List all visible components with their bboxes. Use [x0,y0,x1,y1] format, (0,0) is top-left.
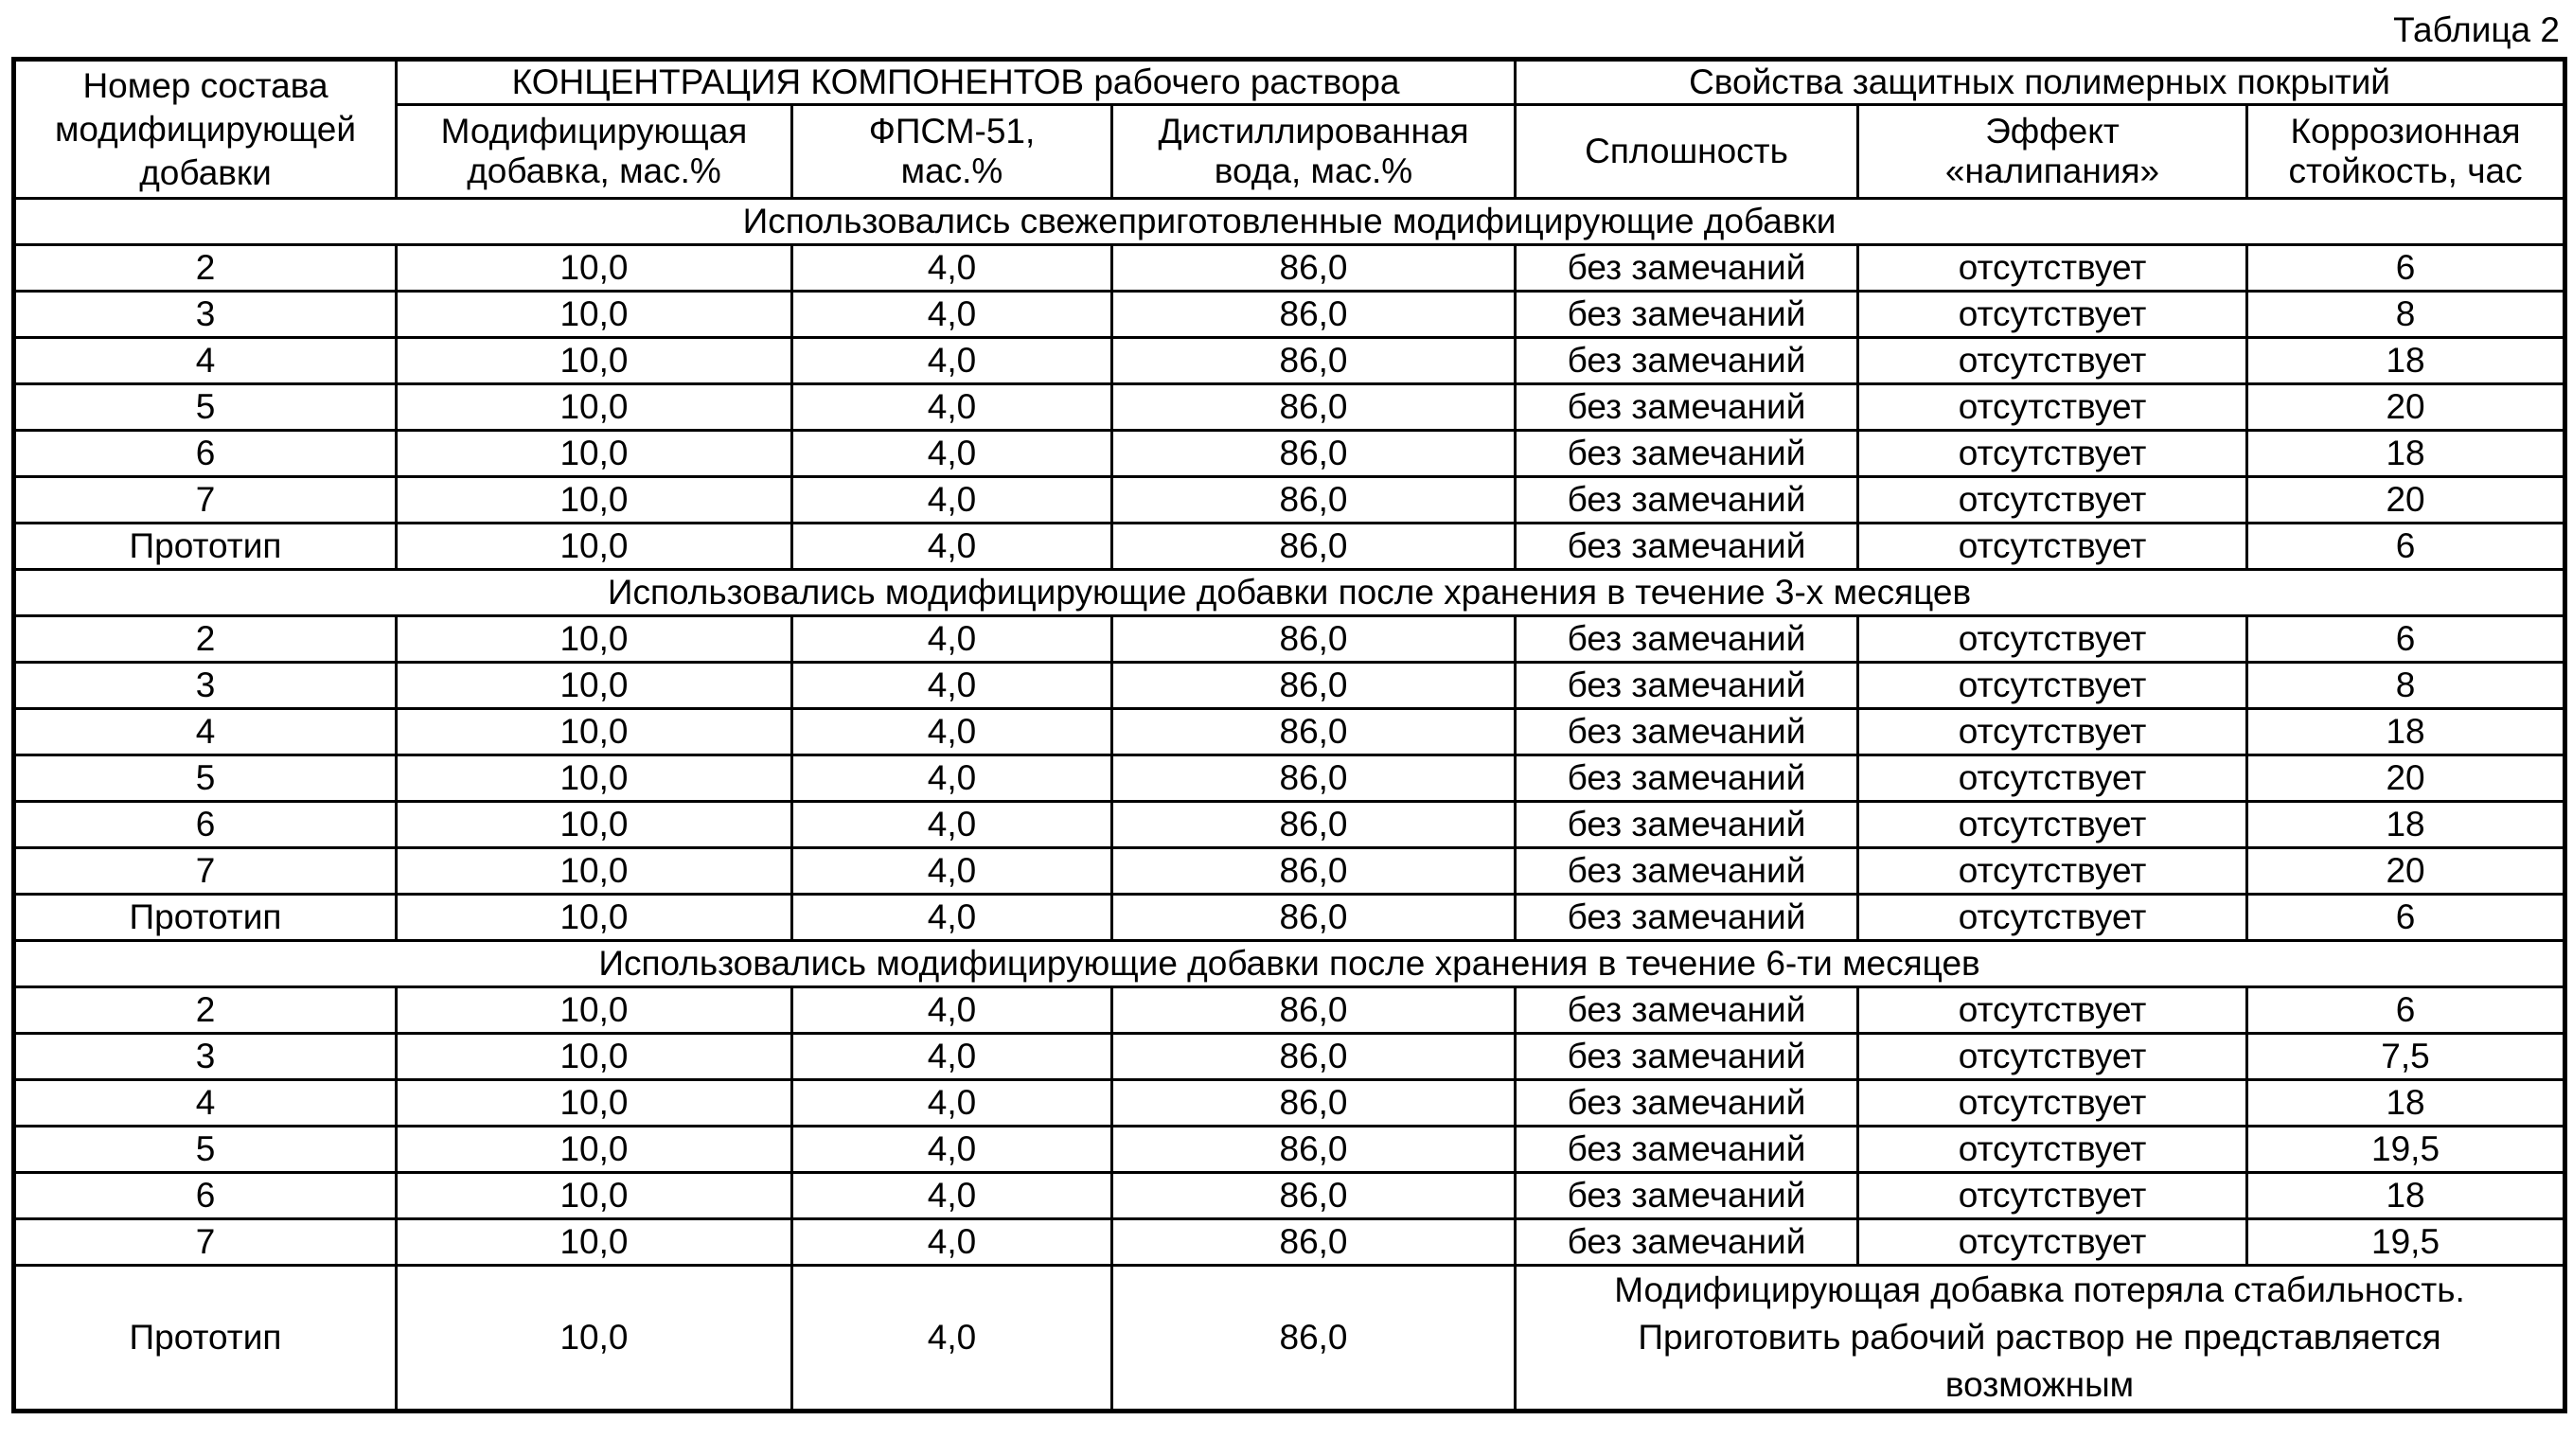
cell-water-percent: 86,0 [1112,1080,1516,1127]
cell-sticking-effect: отсутствует [1858,616,2247,663]
cell-fpsm-percent: 4,0 [792,431,1112,477]
table-row [14,338,2565,384]
cell-additive-percent: 10,0 [397,1034,792,1080]
header-corrosion [2247,105,2565,199]
cell-additive-percent: 10,0 [397,895,792,941]
header-properties-group: Свойства защитных полимерных покрытий [1516,60,2565,105]
cell-sticking-effect: отсутствует [1858,1034,2247,1080]
cell-corrosion-resistance: 20 [2247,848,2565,895]
table-row [14,1127,2565,1173]
header-text: мас.% [901,151,1003,190]
cell-additive-percent: 10,0 [397,663,792,709]
cell-composition-number: 5 [14,384,397,431]
cell-additive-percent: 10,0 [397,1127,792,1173]
cell-water-percent: 86,0 [1112,384,1516,431]
cell-corrosion-resistance: 20 [2247,755,2565,802]
cell-water-percent: 86,0 [1112,1219,1516,1266]
cell-fpsm-percent: 4,0 [792,987,1112,1034]
cell-water-percent: 86,0 [1112,338,1516,384]
cell-sticking-effect: отсутствует [1858,709,2247,755]
cell-sticking-effect: отсутствует [1858,987,2247,1034]
cell-sticking-effect: отсутствует [1858,338,2247,384]
cell-corrosion-resistance: 6 [2247,616,2565,663]
header-text: Модифицирующая [441,112,748,151]
header-text: стойкость, час [2288,151,2522,190]
cell-sticking-effect: отсутствует [1858,663,2247,709]
cell-fpsm-percent: 4,0 [792,1034,1112,1080]
cell-corrosion-resistance: 18 [2247,1173,2565,1219]
cell-sticking-effect: отсутствует [1858,848,2247,895]
cell-fpsm-percent: 4,0 [792,848,1112,895]
header-fpsm [792,105,1112,199]
cell-sticking-effect: отсутствует [1858,895,2247,941]
cell-composition-number: 4 [14,1080,397,1127]
cell-additive-percent: 10,0 [397,384,792,431]
cell-composition-number: 7 [14,1219,397,1266]
cell-corrosion-resistance: 19,5 [2247,1127,2565,1173]
cell-additive-percent: 10,0 [397,431,792,477]
cell-corrosion-resistance: 7,5 [2247,1034,2565,1080]
cell-fpsm-percent: 4,0 [792,1219,1112,1266]
cell-composition-number: 4 [14,709,397,755]
header-text: добавки [139,153,272,192]
cell-continuity: без замечаний [1516,1034,1858,1080]
cell-water-percent: 86,0 [1112,848,1516,895]
table-row [14,1219,2565,1266]
cell-continuity: без замечаний [1516,431,1858,477]
cell-fpsm-percent: 4,0 [792,338,1112,384]
cell-fpsm-percent: 4,0 [792,895,1112,941]
header-sticking [1858,105,2247,199]
cell-water-percent: 86,0 [1112,755,1516,802]
cell-continuity: без замечаний [1516,477,1858,524]
cell-water-percent: 86,0 [1112,616,1516,663]
cell-fpsm-percent: 4,0 [792,1127,1112,1173]
cell-continuity: без замечаний [1516,338,1858,384]
header-composition-number [14,60,397,199]
note-line: Приготовить рабочий раствор не представляется [1638,1318,2440,1357]
cell-continuity: без замечаний [1516,802,1858,848]
header-text: Номер состава [82,66,328,105]
cell-fpsm-percent: 4,0 [792,1080,1112,1127]
cell-composition-number: 2 [14,987,397,1034]
cell-fpsm-percent: 4,0 [792,802,1112,848]
cell-additive-percent: 10,0 [397,477,792,524]
cell-water-percent: 86,0 [1112,1266,1516,1412]
table-row [14,245,2565,292]
table-row [14,663,2565,709]
cell-continuity: без замечаний [1516,616,1858,663]
cell-additive-percent: 10,0 [397,1173,792,1219]
cell-continuity: без замечаний [1516,1173,1858,1219]
table-row [14,292,2565,338]
header-text: ФПСМ-51, [869,112,1036,151]
cell-additive-percent: 10,0 [397,338,792,384]
cell-composition-number: 5 [14,1127,397,1173]
cell-water-percent: 86,0 [1112,477,1516,524]
cell-additive-percent: 10,0 [397,1219,792,1266]
header-text: Дистиллированная [1158,112,1468,151]
cell-composition-number: 4 [14,338,397,384]
header-text: добавка, мас.% [467,151,721,190]
cell-composition-number: 3 [14,1034,397,1080]
cell-continuity: без замечаний [1516,663,1858,709]
cell-corrosion-resistance: 6 [2247,895,2565,941]
table-row [14,1173,2565,1219]
cell-fpsm-percent: 4,0 [792,292,1112,338]
cell-additive-percent: 10,0 [397,1080,792,1127]
cell-fpsm-percent: 4,0 [792,709,1112,755]
cell-fpsm-percent: 4,0 [792,1173,1112,1219]
cell-sticking-effect: отсутствует [1858,477,2247,524]
section-title: Использовались модифицирующие добавки после хранения в течение 3-х месяцев [14,570,2565,616]
cell-continuity: без замечаний [1516,1219,1858,1266]
cell-composition-number: 2 [14,245,397,292]
note-line: Модифицирующая добавка потеряла стабильность. [1614,1270,2464,1309]
table-row [14,524,2565,570]
cell-corrosion-resistance: 18 [2247,802,2565,848]
cell-continuity: без замечаний [1516,1127,1858,1173]
cell-continuity: без замечаний [1516,1080,1858,1127]
table-row [14,987,2565,1034]
header-concentration-group: КОНЦЕНТРАЦИЯ КОМПОНЕНТОВ рабочего раствора [397,60,1516,105]
cell-sticking-effect: отсутствует [1858,1080,2247,1127]
cell-corrosion-resistance: 8 [2247,292,2565,338]
table-row [14,895,2565,941]
cell-composition-number: 5 [14,755,397,802]
cell-additive-percent: 10,0 [397,1266,792,1412]
cell-water-percent: 86,0 [1112,663,1516,709]
header-text: Эффект [1985,112,2120,151]
table-row-prototype-final [14,1266,2565,1412]
cell-continuity: без замечаний [1516,755,1858,802]
cell-composition-number: 2 [14,616,397,663]
cell-sticking-effect: отсутствует [1858,1127,2247,1173]
cell-additive-percent: 10,0 [397,848,792,895]
cell-stability-note [1516,1266,2565,1412]
note-line: возможным [1945,1365,2134,1404]
cell-fpsm-percent: 4,0 [792,663,1112,709]
cell-fpsm-percent: 4,0 [792,616,1112,663]
cell-water-percent: 86,0 [1112,709,1516,755]
cell-additive-percent: 10,0 [397,292,792,338]
cell-sticking-effect: отсутствует [1858,1173,2247,1219]
cell-continuity: без замечаний [1516,384,1858,431]
data-table [11,57,2567,1413]
table-row [14,755,2565,802]
cell-corrosion-resistance: 20 [2247,477,2565,524]
cell-corrosion-resistance: 19,5 [2247,1219,2565,1266]
cell-fpsm-percent: 4,0 [792,477,1112,524]
table-row [14,802,2565,848]
table-row [14,616,2565,663]
cell-water-percent: 86,0 [1112,431,1516,477]
cell-composition-number: 3 [14,292,397,338]
cell-sticking-effect: отсутствует [1858,245,2247,292]
cell-sticking-effect: отсутствует [1858,292,2247,338]
cell-corrosion-resistance: 6 [2247,524,2565,570]
header-water [1112,105,1516,199]
cell-continuity: без замечаний [1516,895,1858,941]
cell-corrosion-resistance: 6 [2247,245,2565,292]
cell-additive-percent: 10,0 [397,616,792,663]
cell-water-percent: 86,0 [1112,1173,1516,1219]
cell-composition-number: 7 [14,848,397,895]
cell-continuity: без замечаний [1516,709,1858,755]
section-header-row [14,199,2565,245]
cell-sticking-effect: отсутствует [1858,802,2247,848]
cell-additive-percent: 10,0 [397,802,792,848]
cell-sticking-effect: отсутствует [1858,431,2247,477]
table-row [14,848,2565,895]
cell-water-percent: 86,0 [1112,524,1516,570]
cell-composition-number: 3 [14,663,397,709]
cell-additive-percent: 10,0 [397,245,792,292]
cell-continuity: без замечаний [1516,245,1858,292]
table-row [14,431,2565,477]
cell-additive-percent: 10,0 [397,987,792,1034]
cell-fpsm-percent: 4,0 [792,1266,1112,1412]
header-continuity: Сплошность [1516,105,1858,199]
cell-fpsm-percent: 4,0 [792,384,1112,431]
cell-corrosion-resistance: 18 [2247,709,2565,755]
cell-corrosion-resistance: 18 [2247,338,2565,384]
header-row-2 [14,105,2565,199]
cell-water-percent: 86,0 [1112,802,1516,848]
cell-water-percent: 86,0 [1112,292,1516,338]
header-text: Коррозионная [2290,112,2520,151]
cell-continuity: без замечаний [1516,524,1858,570]
cell-fpsm-percent: 4,0 [792,755,1112,802]
cell-continuity: без замечаний [1516,292,1858,338]
cell-additive-percent: 10,0 [397,755,792,802]
cell-water-percent: 86,0 [1112,245,1516,292]
cell-continuity: без замечаний [1516,848,1858,895]
cell-composition-number: Прототип [14,895,397,941]
table-row [14,1080,2565,1127]
header-text: модифицирующей [55,110,356,149]
cell-sticking-effect: отсутствует [1858,755,2247,802]
header-row-1 [14,60,2565,105]
table-row [14,477,2565,524]
cell-corrosion-resistance: 18 [2247,431,2565,477]
table-row [14,384,2565,431]
section-header-row [14,941,2565,987]
cell-composition-number: Прототип [14,1266,397,1412]
section-title: Использовались модифицирующие добавки после хранения в течение 6-ти месяцев [14,941,2565,987]
section-title: Использовались свежеприготовленные модифицирующие добавки [14,199,2565,245]
cell-sticking-effect: отсутствует [1858,1219,2247,1266]
header-text: «налипания» [1945,151,2159,190]
table-row [14,1034,2565,1080]
cell-fpsm-percent: 4,0 [792,524,1112,570]
section-header-row [14,570,2565,616]
cell-sticking-effect: отсутствует [1858,384,2247,431]
cell-fpsm-percent: 4,0 [792,245,1112,292]
header-additive [397,105,792,199]
cell-corrosion-resistance: 8 [2247,663,2565,709]
cell-composition-number: 6 [14,431,397,477]
cell-composition-number: 6 [14,802,397,848]
header-text: вода, мас.% [1215,151,1412,190]
cell-water-percent: 86,0 [1112,1034,1516,1080]
cell-corrosion-resistance: 6 [2247,987,2565,1034]
cell-water-percent: 86,0 [1112,987,1516,1034]
cell-corrosion-resistance: 20 [2247,384,2565,431]
cell-sticking-effect: отсутствует [1858,524,2247,570]
table-row [14,709,2565,755]
cell-water-percent: 86,0 [1112,1127,1516,1173]
table-caption: Таблица 2 [2393,9,2560,51]
cell-composition-number: Прототип [14,524,397,570]
cell-additive-percent: 10,0 [397,709,792,755]
cell-corrosion-resistance: 18 [2247,1080,2565,1127]
cell-composition-number: 6 [14,1173,397,1219]
cell-continuity: без замечаний [1516,987,1858,1034]
cell-additive-percent: 10,0 [397,524,792,570]
cell-water-percent: 86,0 [1112,895,1516,941]
cell-composition-number: 7 [14,477,397,524]
